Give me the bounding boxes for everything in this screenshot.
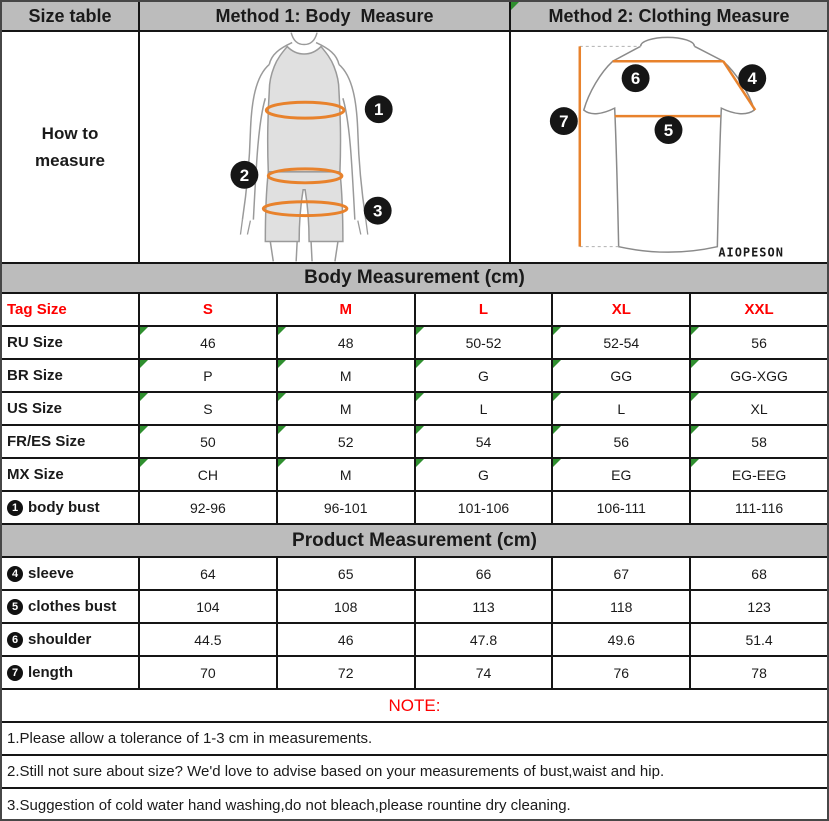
table-row-us: [2, 393, 827, 426]
table-cell: 96-101: [278, 492, 416, 523]
svg-text:5: 5: [663, 121, 674, 141]
table-cell: 52: [278, 426, 416, 457]
row-label: 6 shoulder: [2, 624, 140, 655]
header-method2-label: Method 2: Clothing Measure: [548, 5, 790, 26]
marker-4: [738, 64, 766, 92]
table-cell: 52-54: [553, 327, 691, 358]
size-col-xl: XL: [553, 294, 691, 325]
row-label: Tag Size: [2, 294, 140, 325]
marker-6: [622, 64, 650, 92]
body-measure-figure-icon: [140, 32, 509, 262]
table-cell: 50: [140, 426, 278, 457]
green-corner-marker: [416, 327, 424, 335]
green-corner-marker: [278, 327, 286, 335]
tag-size-row: [2, 294, 827, 327]
table-row-length: [2, 657, 827, 690]
note-item: 1.Please allow a tolerance of 1-3 cm in measurements.: [2, 723, 827, 756]
circled-number-icon: 4: [7, 566, 23, 582]
table-cell: 106-111: [553, 492, 691, 523]
table-cell: 66: [416, 558, 554, 589]
note-item: 3.Suggestion of cold water hand washing,do not bleach,please rountine dry cleaning.: [7, 797, 571, 814]
green-corner-marker: [691, 393, 699, 401]
table-row-mx: [2, 459, 827, 492]
marker-3: [364, 197, 392, 225]
green-corner-marker: [278, 426, 286, 434]
green-corner-marker: [691, 426, 699, 434]
table-cell: 67: [553, 558, 691, 589]
svg-text:1: 1: [374, 100, 384, 120]
green-corner-marker: [140, 393, 148, 401]
svg-text:4: 4: [747, 69, 757, 89]
table-cell: 48: [278, 327, 416, 358]
header-row: [2, 2, 827, 32]
circled-number-icon: 1: [7, 500, 23, 516]
table-row-clothes-bust: [2, 591, 827, 624]
table-cell: 108: [278, 591, 416, 622]
table-cell: L: [416, 393, 554, 424]
table-row-fres: [2, 426, 827, 459]
marker-1: [365, 95, 393, 123]
table-cell: G: [416, 360, 554, 391]
green-corner-marker: [416, 360, 424, 368]
green-corner-marker: [691, 459, 699, 467]
table-cell: XL: [691, 393, 827, 424]
note-title: NOTE:: [2, 690, 827, 723]
green-corner-marker: [553, 459, 561, 467]
table-cell: 56: [553, 426, 691, 457]
body-illustration: [140, 32, 511, 262]
green-corner-marker: [278, 360, 286, 368]
green-corner-marker: [511, 2, 519, 10]
table-cell: GG-XGG: [691, 360, 827, 391]
table-cell: 92-96: [140, 492, 278, 523]
body-measurement-title: Body Measurement (cm): [2, 264, 827, 294]
row-label: RU Size: [2, 327, 140, 358]
green-corner-marker: [140, 327, 148, 335]
green-corner-marker: [416, 426, 424, 434]
table-cell: 46: [278, 624, 416, 655]
table-cell: L: [553, 393, 691, 424]
size-col-s: S: [140, 294, 278, 325]
table-cell: 54: [416, 426, 554, 457]
table-cell: 104: [140, 591, 278, 622]
table-cell: 101-106: [416, 492, 554, 523]
table-cell: 123: [691, 591, 827, 622]
clothing-measure-figure-icon: [511, 32, 827, 262]
table-cell: 72: [278, 657, 416, 688]
table-row-shoulder: [2, 624, 827, 657]
table-row-sleeve: [2, 558, 827, 591]
row-label: 5 clothes bust: [2, 591, 140, 622]
green-corner-marker: [140, 360, 148, 368]
green-corner-marker: [553, 393, 561, 401]
table-cell: M: [278, 459, 416, 490]
table-cell: 44.5: [140, 624, 278, 655]
table-cell: EG-EEG: [691, 459, 827, 490]
table-cell: 74: [416, 657, 554, 688]
how-to-measure-label: How to measure: [2, 32, 140, 262]
table-cell: CH: [140, 459, 278, 490]
green-corner-marker: [691, 360, 699, 368]
size-col-l: L: [416, 294, 554, 325]
table-cell: 50-52: [416, 327, 554, 358]
table-cell: 58: [691, 426, 827, 457]
table-cell: M: [278, 360, 416, 391]
circled-number-icon: 7: [7, 665, 23, 681]
how-to-measure-row: [2, 32, 827, 264]
svg-text:7: 7: [559, 112, 569, 132]
green-corner-marker: [278, 459, 286, 467]
circled-number-icon: 6: [7, 632, 23, 648]
table-cell: 65: [278, 558, 416, 589]
header-method2: [511, 2, 827, 30]
green-corner-marker: [140, 426, 148, 434]
row-label: 7 length: [2, 657, 140, 688]
table-cell: 47.8: [416, 624, 554, 655]
green-corner-marker: [416, 459, 424, 467]
row-label: 4 sleeve: [2, 558, 140, 589]
note-item: 2.Still not sure about size? We'd love to advise based on your measurements of bust,waist and hip.: [2, 756, 827, 789]
header-size-table: Size table: [2, 2, 140, 30]
table-cell: GG: [553, 360, 691, 391]
tshirt-illustration: [511, 32, 827, 262]
table-row-br: [2, 360, 827, 393]
green-corner-marker: [691, 327, 699, 335]
marker-5: [655, 116, 683, 144]
row-label: BR Size: [2, 360, 140, 391]
table-cell: 64: [140, 558, 278, 589]
table-cell: EG: [553, 459, 691, 490]
header-method1: Method 1: Body Measure: [140, 2, 511, 30]
table-row-ru: [2, 327, 827, 360]
row-label: 1 body bust: [2, 492, 140, 523]
size-col-m: M: [278, 294, 416, 325]
row-label: MX Size: [2, 459, 140, 490]
svg-text:3: 3: [373, 201, 383, 221]
table-cell: S: [140, 393, 278, 424]
table-cell: 46: [140, 327, 278, 358]
table-cell: 111-116: [691, 492, 827, 523]
green-corner-marker: [278, 393, 286, 401]
table-cell: 70: [140, 657, 278, 688]
size-col-xxl: XXL: [691, 294, 827, 325]
svg-text:6: 6: [630, 69, 641, 89]
product-measurement-title: Product Measurement (cm): [2, 525, 827, 558]
table-cell: 118: [553, 591, 691, 622]
row-label: FR/ES Size: [2, 426, 140, 457]
svg-text:2: 2: [239, 165, 250, 185]
brand-text: AIOPESON: [718, 245, 784, 260]
table-cell: 76: [553, 657, 691, 688]
marker-2: [231, 161, 259, 189]
table-cell: G: [416, 459, 554, 490]
green-corner-marker: [553, 360, 561, 368]
green-corner-marker: [553, 327, 561, 335]
green-corner-marker: [140, 459, 148, 467]
green-corner-marker: [416, 393, 424, 401]
table-cell: 49.6: [553, 624, 691, 655]
circled-number-icon: 5: [7, 599, 23, 615]
table-cell: 56: [691, 327, 827, 358]
table-row-body-bust: [2, 492, 827, 525]
row-label: US Size: [2, 393, 140, 424]
table-cell: M: [278, 393, 416, 424]
marker-7: [550, 107, 578, 135]
table-cell: 78: [691, 657, 827, 688]
table-cell: 68: [691, 558, 827, 589]
green-corner-marker: [553, 426, 561, 434]
table-cell: 113: [416, 591, 554, 622]
table-cell: P: [140, 360, 278, 391]
table-cell: 51.4: [691, 624, 827, 655]
